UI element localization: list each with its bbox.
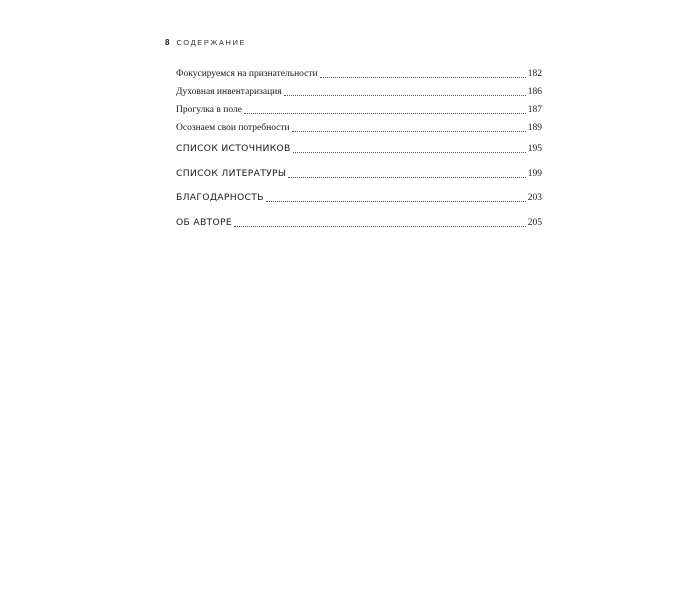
toc-section-entry bbox=[176, 137, 542, 162]
toc-entry bbox=[176, 65, 542, 83]
toc-entry bbox=[176, 101, 542, 119]
toc-entry-title: Фокусируемся на признательности bbox=[176, 69, 318, 79]
toc-entry-page: 187 bbox=[527, 105, 542, 115]
dot-leader bbox=[266, 200, 526, 202]
dot-leader bbox=[292, 130, 526, 132]
toc-entry bbox=[176, 83, 542, 101]
dot-leader bbox=[244, 112, 526, 114]
toc-entry bbox=[176, 119, 542, 137]
toc-entry-title: СПИСОК ЛИТЕРАТУРЫ bbox=[176, 167, 287, 179]
section-title: СОДЕРЖАНИЕ bbox=[176, 38, 247, 47]
running-head bbox=[165, 38, 246, 47]
toc-entry-page: 199 bbox=[527, 168, 542, 179]
toc-entry-page: 186 bbox=[527, 87, 542, 97]
toc-entry-title: БЛАГОДАРНОСТЬ bbox=[176, 192, 264, 203]
dot-leader bbox=[284, 94, 526, 96]
page-number: 8 bbox=[165, 38, 170, 47]
toc-entry-page: 195 bbox=[527, 144, 542, 154]
toc-entry-title: ОБ АВТОРЕ bbox=[176, 216, 232, 228]
dot-leader bbox=[288, 176, 525, 178]
toc-entry-page: 182 bbox=[527, 69, 542, 79]
toc-section-entry bbox=[176, 162, 542, 187]
toc-entry-page: 205 bbox=[527, 217, 542, 228]
toc-entry-page: 189 bbox=[527, 123, 542, 133]
toc-entry-title: СПИСОК ИСТОЧНИКОВ bbox=[176, 143, 291, 154]
dot-leader bbox=[293, 151, 526, 153]
toc-section-entry bbox=[176, 211, 542, 236]
dot-leader bbox=[320, 76, 526, 78]
dot-leader bbox=[234, 225, 526, 227]
toc-entry-title: Прогулка в поле bbox=[176, 105, 242, 115]
toc-section-entry bbox=[176, 186, 542, 211]
toc-entry-page: 203 bbox=[527, 193, 542, 203]
toc-entry-title: Духовная инвентаризация bbox=[176, 87, 282, 97]
table-of-contents bbox=[176, 65, 542, 235]
toc-entry-title: Осознаем свои потребности bbox=[176, 123, 290, 133]
